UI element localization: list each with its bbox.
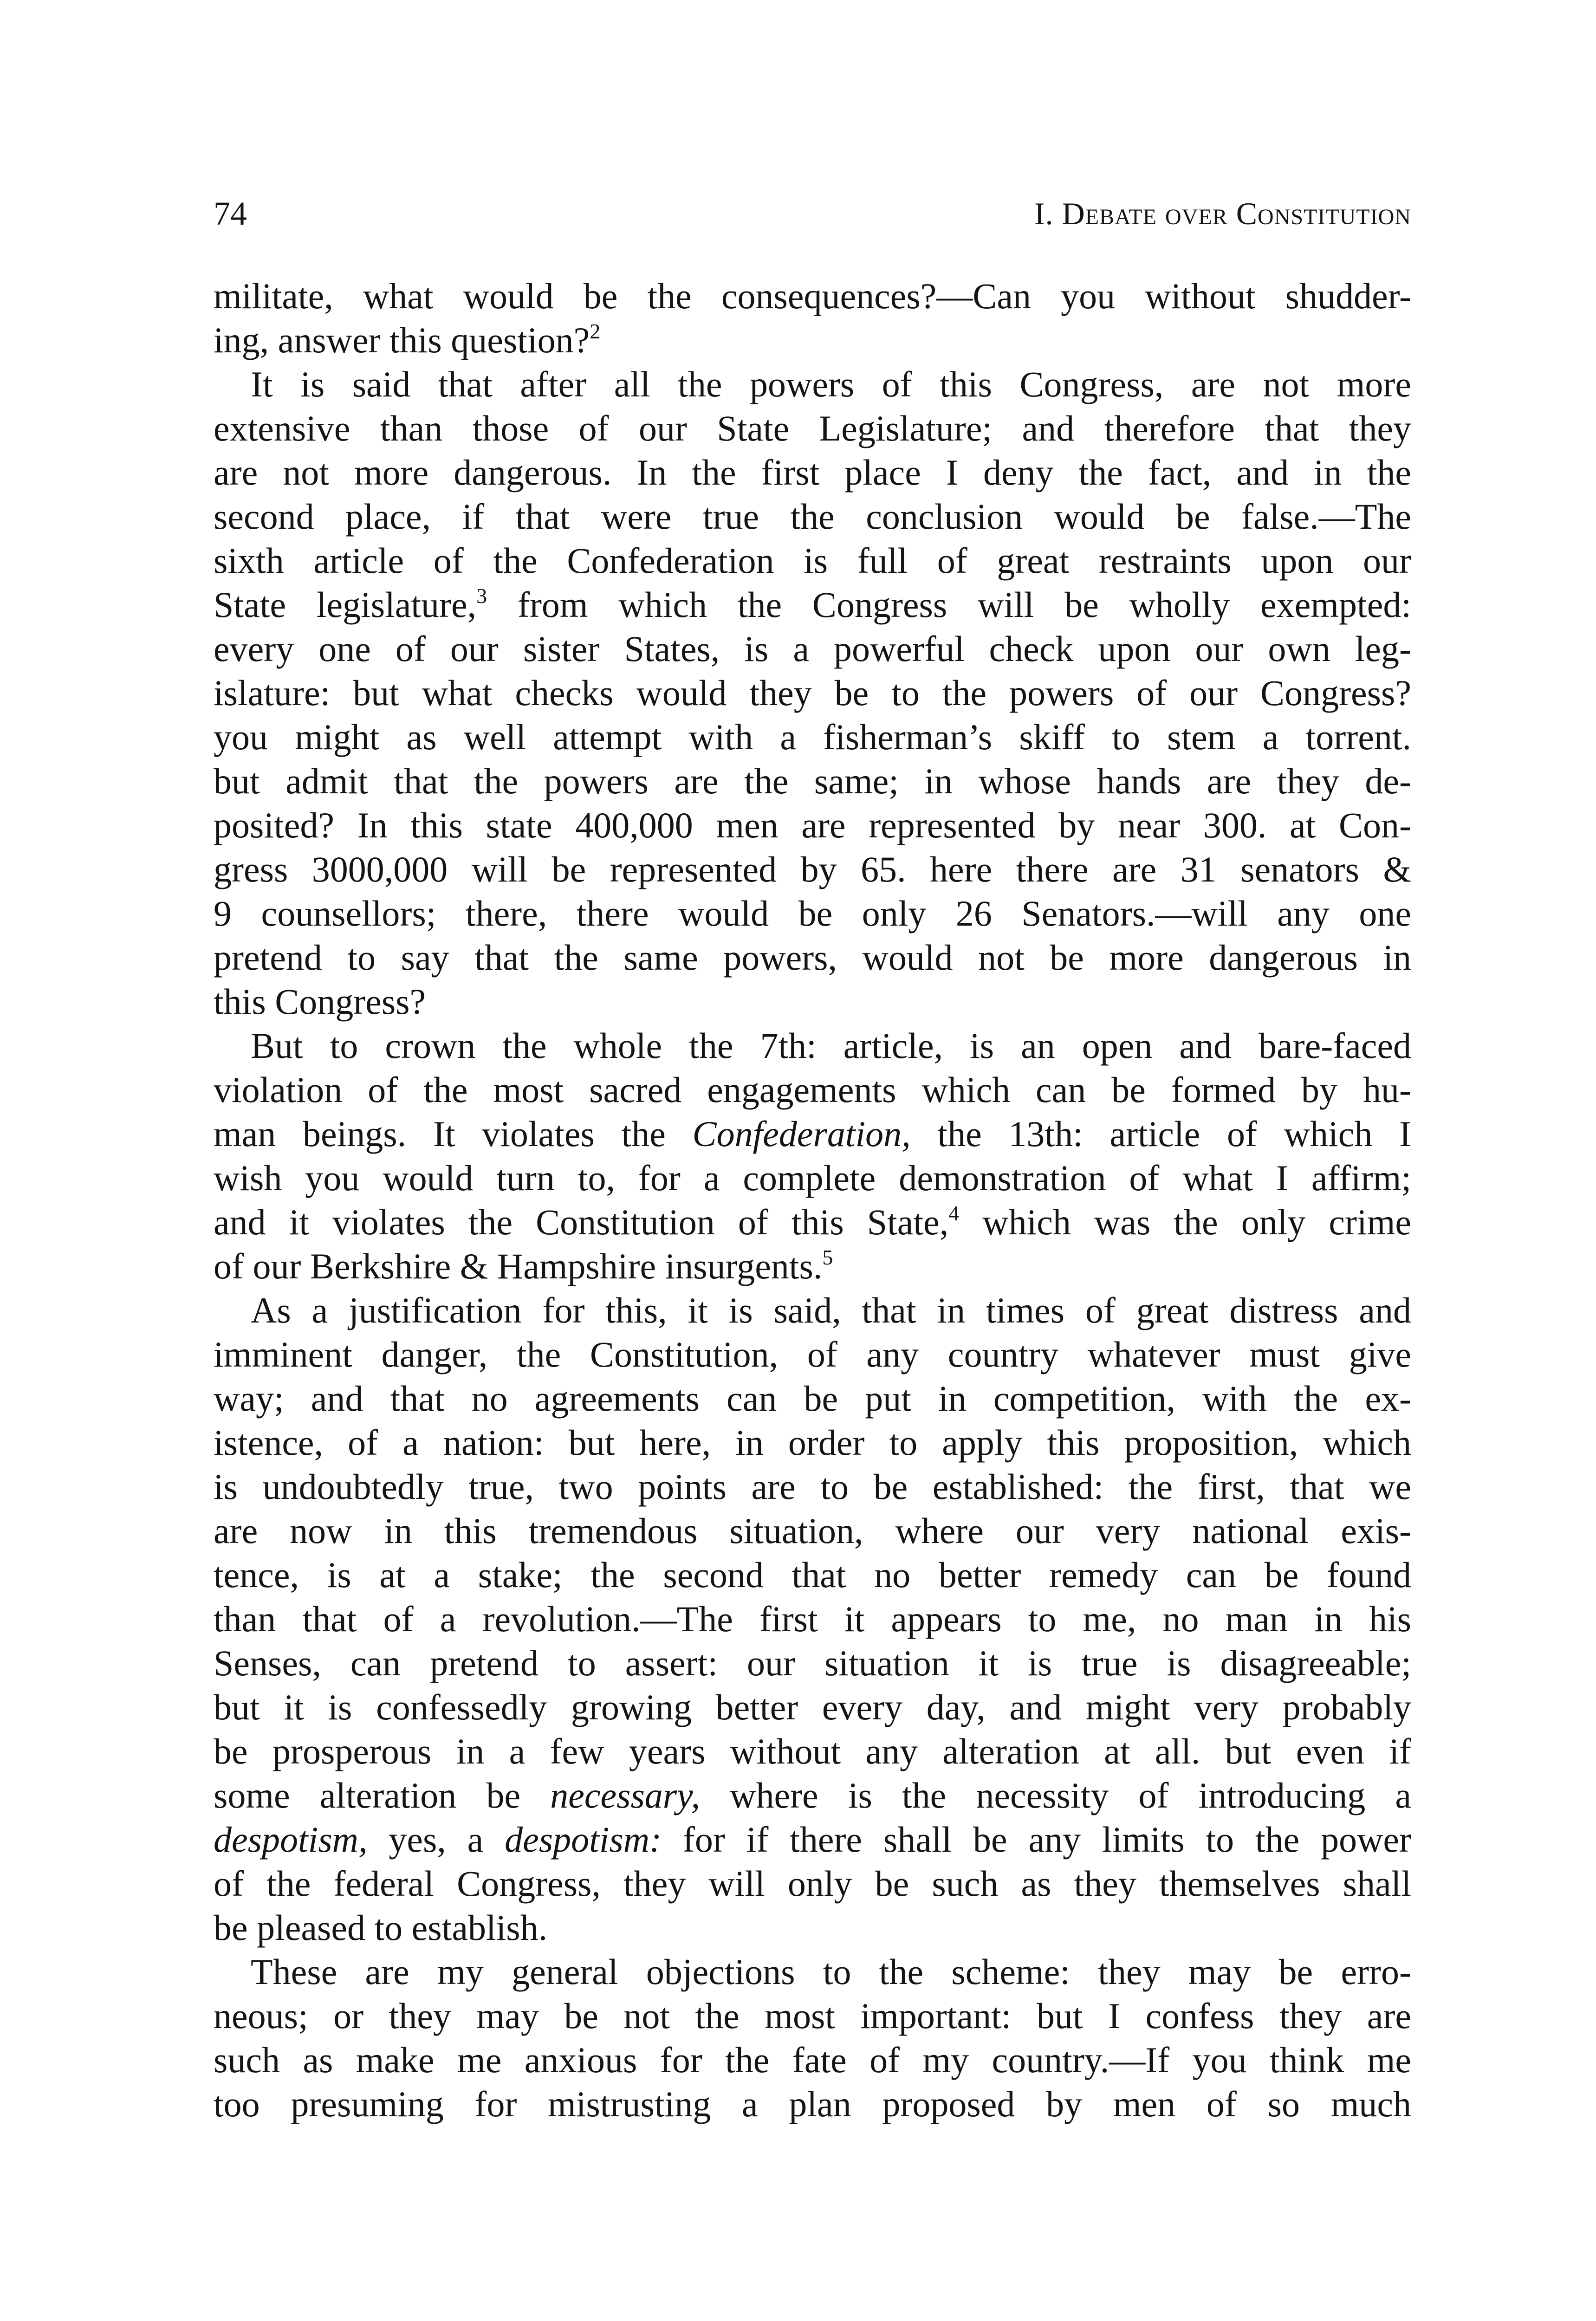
paragraph-2 [214,362,1411,1024]
paragraph-1 [214,274,1411,362]
footnote-ref: 4 [948,1201,960,1225]
footnote-ref: 3 [476,584,487,608]
text-line: than that of a revolution.—The first it appears to me, no man in his [214,1599,1411,1639]
text-span: of our Berkshire & Hampshire insurgents. [214,1246,823,1286]
italic-span: necessary, [550,1775,700,1815]
text-line: gress 3000,000 will be represented by 65. here there are 31 senators & [214,849,1411,889]
text-line [214,1244,1411,1288]
text-line [214,1773,1411,1817]
text-line: be pleased to establish. [214,1907,548,1948]
paragraph-3 [214,1024,1411,1288]
text-line: It is said that after all the powers of this Congress, are not more [251,364,1411,404]
section-title: I. Debate over Constitution [1034,196,1411,231]
text-line: too presuming for mistrusting a plan proposed by men of so much [214,2084,1411,2124]
text-line [214,1817,1411,1861]
text-span: some alteration be [214,1775,551,1815]
text-line [214,1200,1411,1244]
text-line: But to crown the whole the 7th: article, is an open and bare-faced [251,1025,1411,1066]
text-line: militate, what would be the consequences?—Can you without shudder- [214,276,1411,316]
text-line: Senses, can pretend to assert: our situation it is true is disagreeable; [214,1643,1411,1683]
text-line: 9 counsellors; there, there would be only 26 Senators.—will any one [214,893,1411,934]
text-line: be prosperous in a few years without any alteration at all. but even if [214,1731,1411,1771]
text-line: tence, is at a stake; the second that no better remedy can be found [214,1555,1411,1595]
text-span: which was the only crime [959,1202,1411,1242]
page-number: 74 [214,195,247,232]
text-line: As a justification for this, it is said, that in times of great distress and [251,1290,1411,1330]
text-line: islature: but what checks would they be to the powers of our Congress? [214,673,1411,713]
text-line: imminent danger, the Constitution, of any country whatever must give [214,1334,1411,1374]
text-line [214,583,1411,627]
text-line: you might as well attempt with a fisherman’s skiff to stem a torrent. [214,717,1411,757]
paragraph-4 [214,1288,1411,1950]
footnote-ref: 5 [822,1245,833,1269]
text-line: every one of our sister States, is a powerful check upon our own leg- [214,629,1411,669]
text-line: second place, if that were true the conclusion would be false.—The [214,496,1411,537]
text-line: wish you would turn to, for a complete demonstration of what I affirm; [214,1158,1411,1198]
text-span: yes, a [367,1819,505,1860]
footnote-ref: 2 [590,319,601,343]
text-line [214,1112,1411,1156]
text-line: but it is confessedly growing better every day, and might very probably [214,1687,1411,1727]
text-span: where is the necessity of introducing a [700,1775,1411,1815]
body-text [214,274,1411,2126]
text-line: this Congress? [214,981,426,1022]
text-span: and it violates the Constitution of this State, [214,1202,949,1242]
text-line: of the federal Congress, they will only be such as they themselves shall [214,1863,1411,1904]
text-line: neous; or they may be not the most important: but I confess they are [214,1996,1411,2036]
italic-span: despotism, [214,1819,368,1860]
text-line: pretend to say that the same powers, would not be more dangerous in [214,937,1411,978]
text-line: These are my general objections to the scheme: they may be erro- [251,1951,1411,1992]
text-line: extensive than those of our State Legislature; and therefore that they [214,408,1411,448]
text-line: sixth article of the Confederation is full of great restraints upon our [214,540,1411,581]
italic-span: despotism: [505,1819,662,1860]
paragraph-5 [214,1950,1411,2126]
text-span: from which the Congress will be wholly exempted: [487,584,1411,625]
italic-span: Confederation, [692,1114,911,1154]
text-line: violation of the most sacred engagements which can be formed by hu- [214,1070,1411,1110]
text-line: are now in this tremendous situation, where our very national exis- [214,1511,1411,1551]
text-line: posited? In this state 400,000 men are represented by near 300. at Con- [214,805,1411,845]
text-line: is undoubtedly true, two points are to be established: the first, that we [214,1466,1411,1507]
text-line: such as make me anxious for the fate of my country.—If you think me [214,2040,1411,2080]
text-line: way; and that no agreements can be put in competition, with the ex- [214,1378,1411,1419]
text-line: but admit that the powers are the same; in whose hands are they de- [214,761,1411,801]
text-span: ing, answer this question? [214,320,590,360]
text-span: man beings. It violates the [214,1114,693,1154]
text-span: for if there shall be any limits to the power [662,1819,1411,1860]
text-span: State legislature, [214,584,477,625]
text-line: istence, of a nation: but here, in order to apply this proposition, which [214,1422,1411,1463]
text-span: the 13th: article of which I [910,1114,1411,1154]
running-head [214,190,1411,241]
text-line: are not more dangerous. In the first place I deny the fact, and in the [214,452,1411,493]
text-line [214,318,1411,362]
